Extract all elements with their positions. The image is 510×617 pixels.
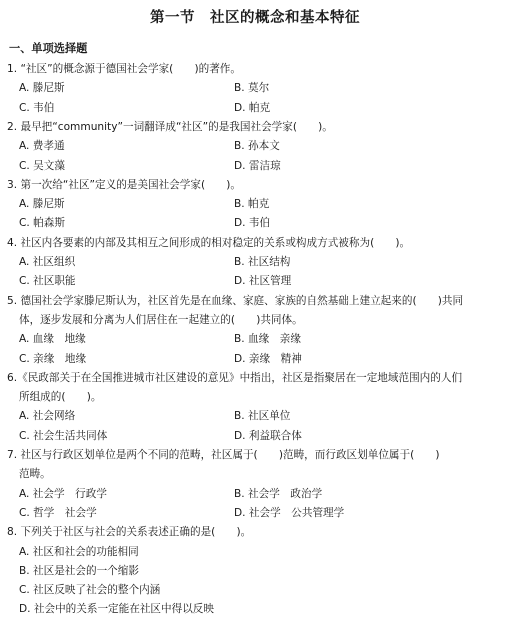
question-stem: 5. 德国社会学家滕尼斯认为，社区首先是在血缘、家庭、家族的自然基础上建立起来的( )共同	[7, 294, 464, 307]
answer-option: D. 社区管理	[234, 275, 292, 288]
answer-option: C. 社会生活共同体	[19, 429, 108, 442]
answer-option: D. 亲缘 精神	[234, 352, 302, 365]
answer-option: A. 社会学 行政学	[19, 487, 107, 500]
page-title: 第一节 社区的概念和基本特征	[150, 9, 360, 26]
answer-option: D. 社会学 公共管理学	[234, 506, 345, 519]
answer-option: B. 血缘 亲缘	[234, 333, 301, 346]
question-stem: 体，逐步发展和分离为人们居住在一起建立的( )共同体。	[19, 313, 303, 326]
answer-option: A. 社区组织	[19, 256, 76, 268]
answer-option: A. 血缘 地缘	[19, 333, 86, 346]
question-stem: 8. 下列关于社区与社会的关系表述正确的是( )。	[7, 526, 252, 539]
answer-option: B. 社区单位	[234, 410, 291, 423]
section-heading: 一、单项选择题	[9, 42, 88, 55]
answer-option: D. 利益联合体	[234, 429, 302, 442]
question-stem: 7. 社区与行政区划单位是两个不同的范畴，社区属于( )范畴，而行政区划单位属于( )	[7, 449, 440, 461]
question-stem: 所组成的( )。	[19, 391, 102, 404]
answer-option: B. 社会学 政治学	[234, 487, 323, 500]
answer-option: A. 滕尼斯	[19, 198, 65, 211]
question-stem: 1. “社区”的概念源于德国社会学家( )的著作。	[7, 63, 241, 75]
answer-option: C. 帕森斯	[19, 217, 65, 230]
answer-option: D. 帕克	[234, 101, 271, 114]
answer-option: A. 社会网络	[19, 410, 76, 423]
answer-option: B. 莫尔	[234, 82, 270, 95]
answer-option: C. 社区反映了社会的整个内涵	[19, 584, 161, 597]
answer-option: C. 哲学 社会学	[19, 506, 97, 519]
question-stem: 3. 第一次给“社区”定义的是美国社会学家( )。	[7, 178, 241, 191]
answer-option: B. 社区是社会的一个缩影	[19, 564, 139, 577]
question-stem: 4. 社区内各要素的内部及其相互之间形成的相对稳定的关系或构成方式被称为( )。	[7, 236, 411, 249]
question-stem: 2. 最早把“community”一词翻译成“社区”的是我国社会学家( )。	[7, 120, 333, 133]
question-stem: 6.《民政部关于在全国推进城市社区建设的意见》中指出，社区是指聚居在一定地域范围内的人们	[7, 371, 463, 384]
answer-option: B. 孙本文	[234, 140, 280, 153]
question-stem: 范畴。	[19, 468, 51, 481]
answer-option: D. 雷洁琼	[234, 159, 281, 172]
answer-option: C. 韦伯	[19, 101, 55, 114]
answer-option: C. 吴文藻	[19, 159, 65, 172]
answer-option: D. 韦伯	[234, 217, 271, 230]
answer-option: A. 社区和社会的功能相同	[19, 545, 139, 558]
answer-option: B. 帕克	[234, 198, 270, 211]
answer-option: A. 费孝通	[19, 140, 65, 153]
answer-option: A. 滕尼斯	[19, 82, 65, 95]
answer-option: C. 社区职能	[19, 275, 76, 288]
answer-option: C. 亲缘 地缘	[19, 352, 87, 365]
answer-option: D. 社会中的关系一定能在社区中得以反映	[19, 603, 214, 616]
answer-option: B. 社区结构	[234, 256, 291, 268]
